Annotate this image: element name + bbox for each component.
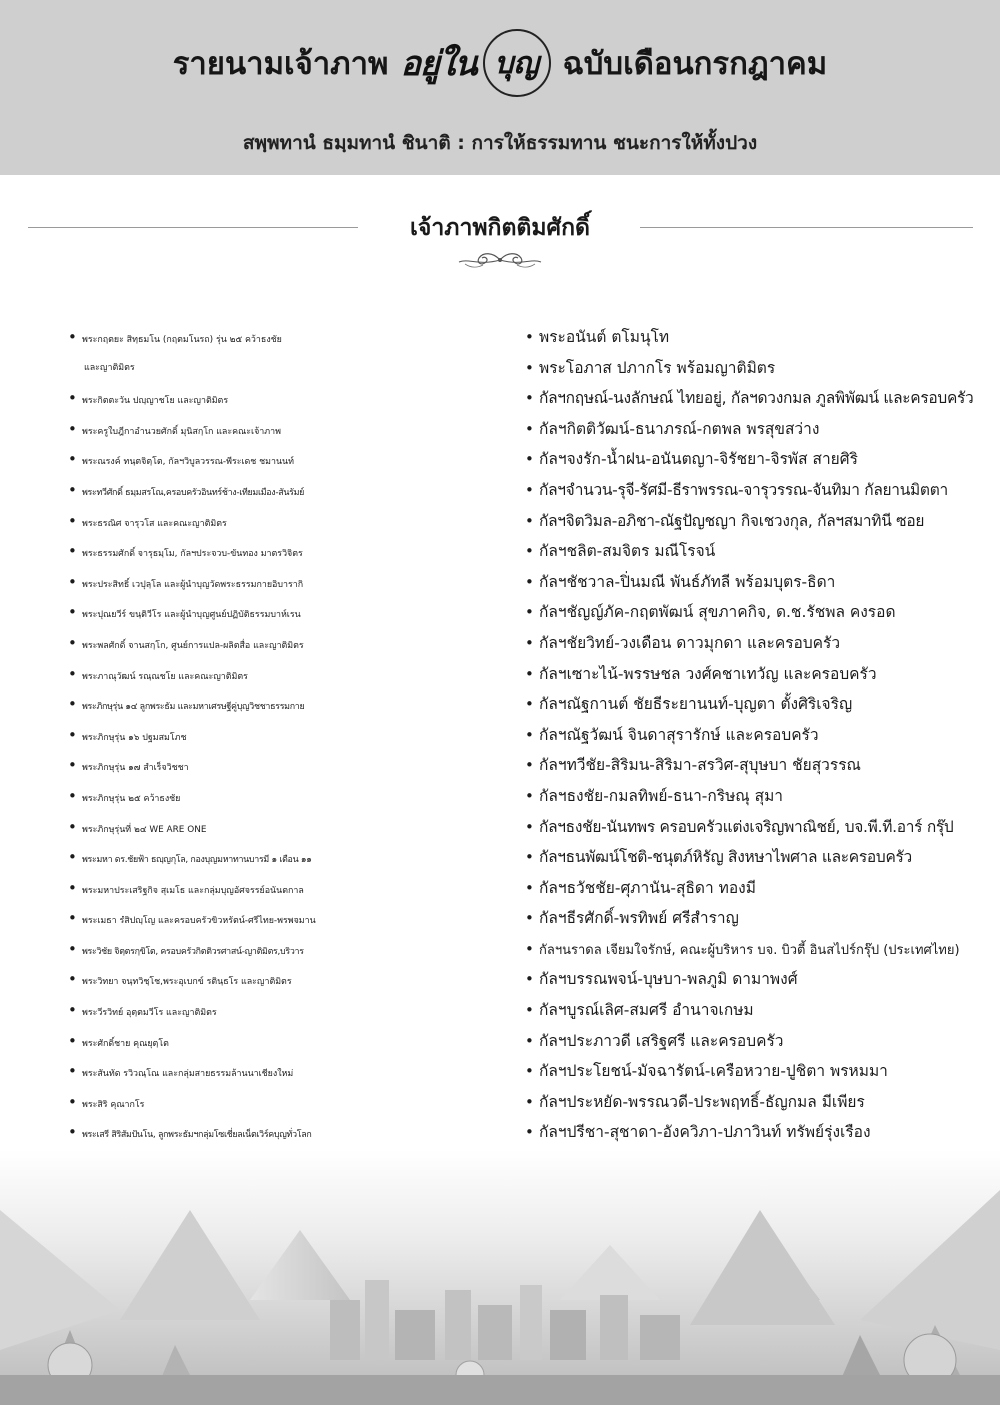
list-item-text: กัลฯประภาวดี เสริฐศรี และครอบครัว	[539, 1031, 784, 1050]
list-item	[68, 842, 528, 873]
list-item	[68, 536, 528, 567]
bullet-icon: •	[525, 909, 534, 928]
list-item	[68, 873, 528, 904]
bullet-icon: •	[68, 939, 77, 958]
list-item-text: พระมหา ดร.ชัยฟ้า ธญฺญกุโล, กองบุญมหาทานบารมี ๑ เดือน ๑๑	[82, 855, 312, 866]
list-item	[68, 414, 528, 445]
title-right: ฉบับเดือนกรกฎาคม	[562, 46, 828, 82]
list-item-text: กัลฯชัยวิทย์-วงเดือน ดาวมุกดา และครอบครัว	[539, 633, 841, 652]
list-item	[525, 842, 975, 873]
list-item	[68, 903, 528, 934]
list-item	[525, 873, 975, 904]
list-item-text: กัลฯธนพัฒน์โชติ-ชนุตภ์หิรัญ สิงหษาไพศาล และครอบครัว	[539, 848, 912, 867]
list-item	[525, 506, 975, 537]
bullet-icon: •	[68, 389, 77, 408]
bullet-icon: •	[68, 725, 77, 744]
list-item-text: พระภิกษุรุ่น ๑๔ ลูกพระธัม และมหาเศรษฐีคู่บุญวิชชาธรรมกาย	[82, 702, 305, 713]
bullet-icon: •	[525, 878, 534, 897]
list-item-text: กัลฯกฤษณ์-นงลักษณ์ ไทยอยู่, กัลฯดวงกมล ภูลพิพัฒน์ และครอบครัว	[539, 389, 974, 408]
list-item	[68, 720, 528, 751]
list-item-text: กัลฯบูรณ์เลิศ-สมศรี อำนาจเกษม	[539, 1001, 754, 1020]
list-item	[68, 1087, 528, 1118]
list-item	[68, 812, 528, 843]
bullet-icon: •	[525, 633, 534, 652]
list-item-text: พระภิกษุรุ่น ๑๗ สำเร็จวิชชา	[82, 763, 189, 774]
title-left: รายนามเจ้าภาพ	[172, 46, 389, 82]
list-item-text: กัลฯณัฐวัฒน์ จินดาสุรารักษ์ และครอบครัว	[539, 725, 819, 744]
bullet-icon: •	[525, 511, 534, 530]
list-item-text: กัลฯณัฐกานต์ ชัยธีระยานนท์-บุญตา ตั้งศิริเจริญ	[539, 695, 853, 714]
bullet-icon: •	[525, 603, 534, 622]
list-item-text: กัลฯจำนวน-รุจี-รัศมี-ธีราพรรณ-จารุวรรณ-จันทิมา กัลยานมิตตา	[539, 480, 948, 499]
list-item	[68, 934, 528, 965]
list-item	[525, 1056, 975, 1087]
list-item	[68, 750, 528, 781]
bullet-icon: •	[68, 695, 77, 714]
list-item-text: กัลฯบรรณพจน์-บุษบา-พลภูมิ ดามาพงศ์	[539, 970, 798, 989]
list-item-text: พระกิตตะวัน ปญฺญาชโย และญาติมิตร	[82, 396, 229, 407]
bullet-icon: •	[68, 419, 77, 438]
list-item	[68, 383, 528, 414]
bullet-icon: •	[68, 480, 77, 499]
list-item-text: กัลฯธงชัย-กมลทิพย์-ธนา-กริษณุ สุมา	[539, 786, 783, 805]
logo-circle	[483, 29, 551, 97]
right-column	[525, 322, 975, 1148]
bullet-icon: •	[525, 1031, 534, 1050]
list-item	[68, 628, 528, 659]
list-item-text: พระธรณิศ จารุวโส และคณะญาติมิตร	[82, 518, 227, 529]
list-item	[68, 689, 528, 720]
list-item-text: พระมหาประเสริฐกิจ สุเมโธ และกลุ่มบุญอัศจรรย์อนันตกาล	[82, 885, 304, 896]
list-item	[68, 1117, 528, 1148]
list-item-text: พระธรรมศักดิ์ จารุธมฺโม, กัลฯประจวบ-ขันทอง มาตรวิจิตร	[82, 549, 303, 560]
bullet-icon: •	[68, 328, 77, 346]
bullet-icon: •	[68, 848, 77, 867]
list-item-text: กัลฯทวีชัย-สิริมน-สิริมา-สรวิศ-สุบุษบา ชัยสุวรรณ	[539, 756, 861, 775]
flourish-ornament-icon	[455, 248, 545, 272]
list-item	[525, 536, 975, 567]
list-item-text: กัลฯประโยชน์-มัจฉารัตน์-เครือหวาย-ปูชิตา พรหมมา	[539, 1062, 888, 1081]
list-item	[525, 567, 975, 598]
list-item	[68, 995, 528, 1026]
list-item-text: พระสิริ คุณากโร	[82, 1099, 145, 1110]
bullet-icon: •	[68, 603, 77, 622]
list-item	[525, 628, 975, 659]
list-item	[68, 322, 528, 353]
list-item-text: พระครูใบฎีกาอำนวยศักดิ์ มุนิสกฺโก และคณะเจ้าภาพ	[82, 426, 281, 437]
list-item-text: พระปุณยวีร์ ขนฺติวีโร และผู้นำบุญศูนย์ปฏิบัติธรรมบาห์เรน	[82, 610, 301, 621]
list-item-text: พระศักดิ์ชาย คุณยุตฺโต	[82, 1038, 169, 1049]
bullet-icon: •	[68, 970, 77, 989]
list-item	[525, 414, 975, 445]
list-item-text: พระประสิทธิ์ เวปุลฺโล และผู้นำบุญวัดพระธรรมกายอิบารากิ	[82, 579, 304, 590]
list-item	[525, 322, 975, 353]
list-item-text: พระณรงค์ ทนฺตจิตฺโต, กัลฯวิบูลวรรณ-พีระเดช ชมานนท์	[82, 457, 294, 468]
list-item-text: พระทวีศักดิ์ ธมฺมสรโณ,ครอบครัวอินทร์ช้าง-เทียมเมือง-สันรัมย์	[82, 487, 305, 498]
bullet-icon: •	[525, 450, 534, 469]
bullet-icon: •	[525, 1062, 534, 1081]
list-item-text: พระภิกษุรุ่น ๑๖ ปฐมสมโภช	[82, 732, 187, 743]
list-item-text: กัลฯปรีชา-สุชาดา-อังควิภา-ปภาวินท์ ทรัพย์รุ่งเรือง	[539, 1123, 871, 1142]
bullet-icon: •	[68, 1031, 77, 1050]
list-item	[525, 1117, 975, 1148]
list-item	[525, 1026, 975, 1057]
bullet-icon: •	[525, 848, 534, 867]
section-heading	[0, 198, 1000, 278]
list-item	[525, 475, 975, 506]
list-item-text: กัลฯธวัชชัย-ศุภานัน-สุธิดา ทองมี	[539, 878, 756, 897]
bullet-icon: •	[525, 786, 534, 805]
list-item	[68, 353, 528, 384]
list-item	[68, 964, 528, 995]
list-item	[525, 995, 975, 1026]
bullet-icon: •	[68, 786, 77, 805]
bullet-icon: •	[525, 572, 534, 591]
list-item-text: พระภิกษุรุ่นที่ ๒๔ WE ARE ONE	[82, 824, 207, 835]
bullet-icon: •	[68, 664, 77, 683]
list-item-text: พระอนันต์ ตโมนุโท	[539, 328, 670, 346]
list-item	[525, 720, 975, 751]
list-item-text: พระพลศักดิ์ จานสกฺโก, ศูนย์การแปล-ผลิตสื่อ และญาติมิตร	[82, 640, 304, 651]
list-item-text: กัลฯธงชัย-นันทพร ครอบครัวแต่งเจริญพาณิชย์, บจ.พี.ที.อาร์ กรุ๊ป	[539, 817, 954, 836]
list-item-text: พระกฤตยะ สิทฺธมโน (กฤตมโนรถ) รุ่น ๒๕ คว้าธงชัย	[82, 335, 282, 345]
bullet-icon: •	[68, 1123, 77, 1142]
list-item-text: กัลฯชัชวาล-ปิ่นมณี พันธ์ภัทลี พร้อมบุตร-ธิดา	[539, 572, 836, 591]
left-column	[68, 322, 528, 1148]
logo-text-2: บุญ	[494, 45, 539, 81]
bullet-icon: •	[68, 878, 77, 897]
subtitle: สพฺพทานํ ธมฺมทานํ ชินาติ : การให้ธรรมทาน ชนะการให้ทั้งปวง	[242, 132, 758, 154]
bullet-icon: •	[68, 511, 77, 530]
list-item-text: กัลฯเซาะไน้-พรรษชล วงศ์คชาเทวัญ และครอบครัว	[539, 664, 877, 683]
bullet-icon: •	[525, 328, 534, 346]
list-item	[525, 659, 975, 690]
list-item-text: กัลฯจิตวิมล-อภิชา-ณัฐปัญชญา กิจเชวงกุล, กัลฯสมาทินี ซอย	[539, 511, 925, 530]
bullet-icon: •	[68, 542, 77, 561]
list-item	[68, 444, 528, 475]
list-item-text: พระวิทยา จนฺทวิชฺโช,พระอุเบกข์ รตินฺธโร และญาติมิตร	[82, 977, 292, 988]
bullet-icon: •	[68, 1062, 77, 1081]
list-item	[68, 1056, 528, 1087]
bullet-icon: •	[525, 817, 534, 836]
bullet-icon: •	[68, 450, 77, 469]
list-item	[525, 964, 975, 995]
bullet-icon: •	[68, 633, 77, 652]
list-item	[525, 750, 975, 781]
bullet-icon: •	[525, 725, 534, 744]
list-item	[525, 781, 975, 812]
list-item	[525, 353, 975, 384]
bullet-icon: •	[68, 817, 77, 836]
bullet-icon: •	[525, 419, 534, 438]
bullet-icon: •	[525, 970, 534, 989]
list-item	[525, 1087, 975, 1118]
list-item	[68, 567, 528, 598]
list-item-text: กัลฯจงรัก-น้ำฝน-อนันตญา-จิรัชยา-จิรพัส สายศิริ	[539, 450, 858, 469]
list-item-text: กัลฯนราดล เจียมใจรักษ์, คณะผู้บริหาร บจ. บิวตี้ อินสไปร์กรุ๊ป (ประเทศไทย)	[539, 942, 960, 958]
list-item-text: พระภิกษุรุ่น ๒๕ คว้าธงชัย	[82, 793, 181, 804]
list-item-text: กัลฯธีรศักดิ์-พรทิพย์ ศรีสำราญ	[539, 909, 739, 928]
title-row	[0, 28, 1000, 98]
section-title: เจ้าภาพกิตติมศักดิ์	[410, 215, 590, 241]
logo-text-1: อยู่ใน	[400, 44, 477, 84]
bullet-icon: •	[525, 1001, 534, 1020]
list-item	[68, 659, 528, 690]
bullet-icon: •	[525, 756, 534, 775]
bullet-icon: •	[68, 909, 77, 928]
bullet-icon: •	[68, 572, 77, 591]
list-item-text: พระเสรี สิริสัมปันโน, ลูกพระธัมฯกลุ่มโซเชี่ยลเน็ตเวิร์คบุญทั่วโลก	[82, 1130, 312, 1141]
list-item-text: กัลฯกิตติวัฒน์-ธนาภรณ์-กตพล พรสุขสว่าง	[539, 419, 820, 438]
list-item	[525, 383, 975, 414]
bullet-icon: •	[525, 358, 534, 377]
list-item-text: พระวิชัย จิตฺตรกฺขิโต, ครอบครัวกิตติวรศาสน์-ญาติมิตร,บริวาร	[82, 946, 304, 957]
list-item-text: พระวีรวิทย์ อุตฺตมวีโร และญาติมิตร	[82, 1008, 217, 1019]
list-item-text: กัลฯชัญญ์ภัค-กฤตพัฒน์ สุขภาคกิจ, ด.ช.รัชพล คงรอด	[539, 603, 896, 622]
bullet-icon: •	[68, 1001, 77, 1020]
bullet-icon: •	[525, 542, 534, 561]
bullet-icon: •	[68, 756, 77, 775]
list-item-text: กัลฯชลิต-สมจิตร มณีโรจน์	[539, 542, 716, 561]
list-item-text: พระภาณุวัฒน์ รณฺณชโย และคณะญาติมิตร	[82, 671, 248, 682]
magazine-logo	[400, 29, 550, 97]
bullet-icon: •	[525, 664, 534, 683]
bullet-icon: •	[525, 480, 534, 499]
list-item	[68, 475, 528, 506]
header-band	[0, 0, 1000, 175]
bullet-icon: •	[525, 389, 534, 408]
bullet-icon: •	[525, 695, 534, 714]
bullet-icon: •	[525, 1092, 534, 1111]
list-item	[525, 812, 975, 843]
list-item-text: พระสันทัด รวิวณฺโณ และกลุ่มสายธรรมล้านนาเชียงใหม่	[82, 1069, 294, 1080]
bullet-icon: •	[68, 1092, 77, 1111]
list-item	[68, 597, 528, 628]
list-item-text: พระโอภาส ปภากโร พร้อมญาติมิตร	[539, 358, 776, 377]
list-item	[525, 689, 975, 720]
list-item	[525, 444, 975, 475]
bullet-icon: •	[525, 939, 534, 958]
list-item-text: และญาติมิตร	[84, 362, 135, 373]
crystal-city-background-image	[0, 1150, 1000, 1405]
list-item	[68, 781, 528, 812]
list-item	[68, 1026, 528, 1057]
list-item-text: กัลฯประหยัด-พรรณวดี-ประพฤทธิ์-ธัญกมล มีเพียร	[539, 1092, 865, 1111]
list-item	[525, 597, 975, 628]
list-item-text: พระเมธา รํสิปญฺโญ และครอบครัวขิวหรัตน์-ศรีไทย-พรพจมาน	[82, 916, 316, 927]
bullet-icon: •	[525, 1123, 534, 1142]
list-item	[68, 506, 528, 537]
list-item	[525, 934, 975, 965]
list-item	[525, 903, 975, 934]
